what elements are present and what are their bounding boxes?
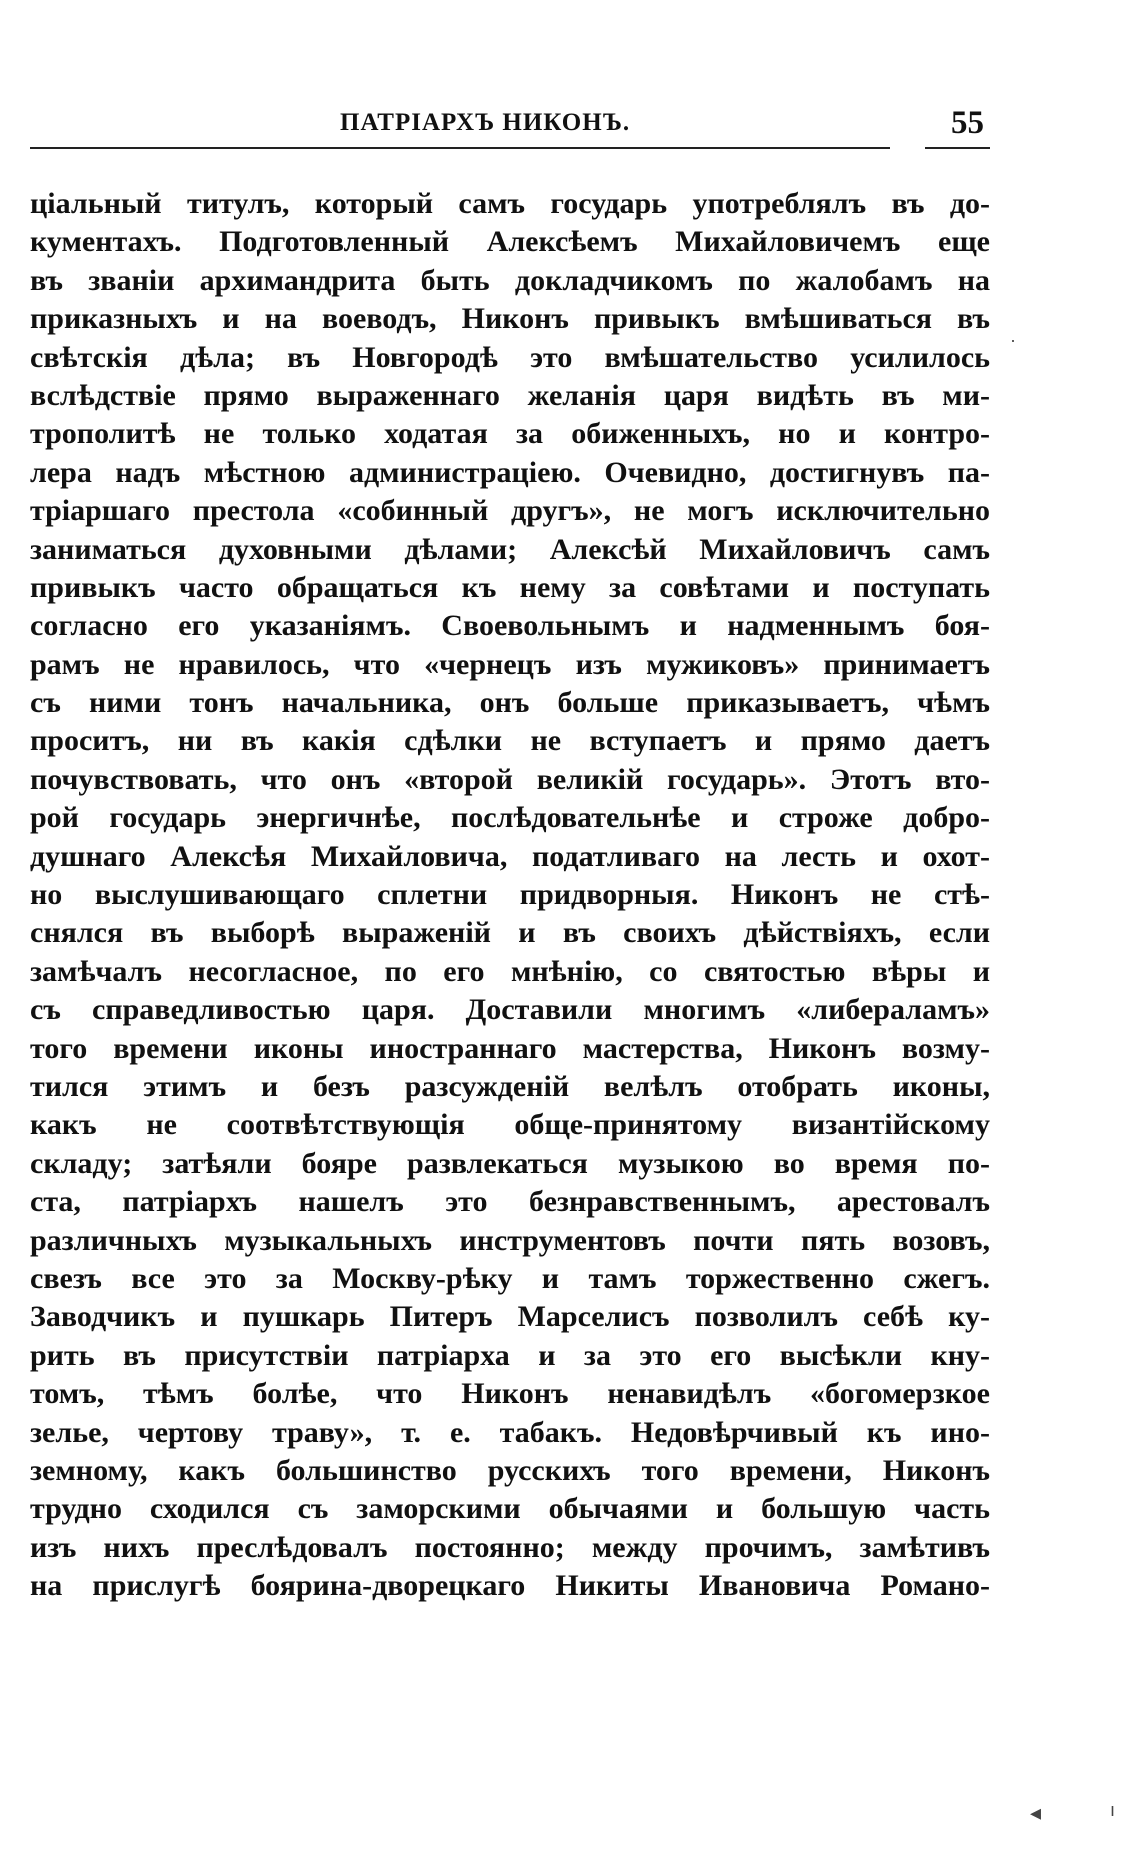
text-line: какъ не соотвѣтствующія обще-принятому византійскому [30, 1108, 990, 1142]
text-line: свезъ все это за Москву-рѣку и тамъ торжественно сжегъ. [30, 1261, 990, 1295]
margin-speck: · [1010, 330, 1016, 350]
text-line: рой государь энергичнѣе, послѣдовательнѣе и строже добро- [30, 801, 990, 835]
text-line: приказныхъ и на воеводъ, Никонъ привыкъ вмѣшиваться въ [30, 302, 990, 336]
text-line: лера надъ мѣстною администраціею. Очевидно, достигнувъ па- [30, 455, 990, 489]
text-line: на прислугѣ боярина-дворецкаго Никиты Ивановича Романо- [30, 1569, 990, 1603]
text-line: ста, патріархъ нашелъ это безнравственнымъ, арестовалъ [30, 1185, 990, 1219]
text-line: ціальный титулъ, который самъ государь употреблялъ въ до- [30, 187, 990, 220]
body-text [30, 185, 990, 1605]
text-line: рить въ присутствіи патріарха и за это его высѣкли кну- [30, 1338, 990, 1372]
text-line: изъ нихъ преслѣдовалъ постоянно; между прочимъ, замѣтивъ [30, 1530, 990, 1564]
text-line: снялся въ выборѣ выраженій и въ своихъ дѣйствіяхъ, если [30, 916, 990, 950]
text-line: различныхъ музыкальныхъ инструментовъ почти пять возовъ, [30, 1223, 990, 1257]
text-line: рамъ не нравилось, что «чернецъ изъ мужиковъ» принимаетъ [30, 647, 990, 681]
page-number-rule [925, 147, 990, 149]
text-line: кументахъ. Подготовленный Алексѣемъ Михайловичемъ еще [30, 225, 990, 259]
text-line: съ справедливостью царя. Доставили многимъ «либераламъ» [30, 993, 990, 1027]
text-line: привыкъ часто обращаться къ нему за совѣтами и поступать [30, 570, 990, 604]
text-line: душнаго Алексѣя Михайловича, податливаго на лесть и охот- [30, 839, 990, 873]
text-line: трополитѣ не только ходатая за обиженныхъ, но и контро- [30, 417, 990, 451]
text-line: согласно его указаніямъ. Своевольнымъ и надменнымъ боя- [30, 609, 990, 643]
text-line: заниматься духовными дѣлами; Алексѣй Михайловичъ самъ [30, 532, 990, 566]
text-line: складу; затѣяли бояре развлекаться музыкою во время по- [30, 1146, 990, 1180]
text-line: трудно сходился съ заморскими обычаями и большую часть [30, 1492, 990, 1526]
text-line: Заводчикъ и пушкарь Питеръ Марселисъ позволилъ себѣ ку- [30, 1300, 990, 1334]
text-line: зелье, чертову траву», т. е. табакъ. Недовѣрчивый къ ино- [30, 1415, 990, 1449]
text-line: свѣтскія дѣла; въ Новгородѣ это вмѣшательство усилилось [30, 340, 990, 374]
text-line: земному, какъ большинство русскихъ того времени, Никонъ [30, 1453, 990, 1487]
header-rule [30, 147, 890, 149]
text-line: тріаршаго престола «собинный другъ», не могъ исключительно [30, 494, 990, 528]
text-line: почувствовать, что онъ «второй великій государь». Этотъ вто- [30, 762, 990, 796]
margin-speck: ◂ [1030, 1800, 1042, 1825]
text-line: съ ними тонъ начальника, онъ больше приказываетъ, чѣмъ [30, 686, 990, 720]
text-line: тился этимъ и безъ разсужденій велѣлъ отобрать иконы, [30, 1069, 990, 1103]
running-title: ПАТРІАРХЪ НИКОНЪ. [340, 109, 631, 136]
text-line: того времени иконы иностраннаго мастерства, Никонъ возму- [30, 1031, 990, 1065]
text-line: замѣчалъ несогласное, по его мнѣнію, со святостью вѣры и [30, 954, 990, 988]
running-header [30, 105, 990, 151]
text-line: но выслушивающаго сплетни придворныя. Никонъ не стѣ- [30, 878, 990, 912]
text-line: проситъ, ни въ какія сдѣлки не вступаетъ и прямо даетъ [30, 724, 990, 758]
margin-speck: ı [1110, 1800, 1116, 1820]
page-number: 55 [951, 105, 984, 141]
text-line: томъ, тѣмъ болѣе, что Никонъ ненавидѣлъ «богомерзкое [30, 1377, 990, 1411]
text-line: вслѣдствіе прямо выраженнаго желанія царя видѣть въ ми- [30, 378, 990, 412]
text-line: въ званіи архимандрита быть докладчикомъ по жалобамъ на [30, 263, 990, 297]
